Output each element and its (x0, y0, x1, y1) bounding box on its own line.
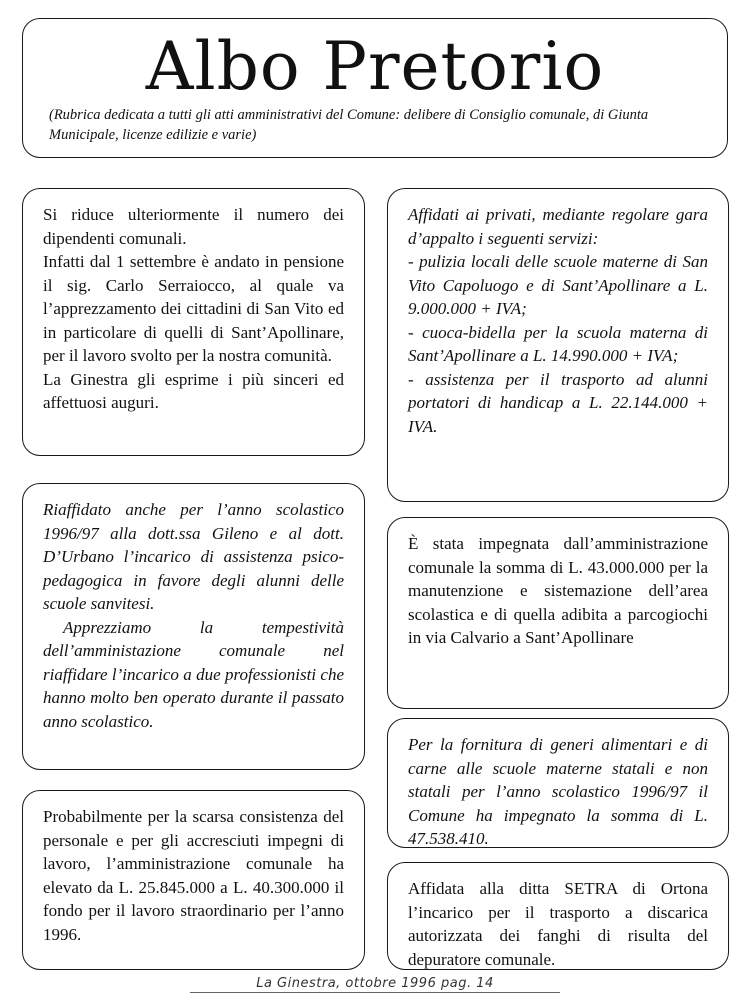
article-setra (387, 862, 729, 970)
article-paragraph: La Ginestra gli esprime i più sinceri ed affettuosi auguri. (43, 369, 344, 412)
article-paragraph: Affidata alla ditta SETRA di Ortona l’incarico per il trasporto a discarica autorizzata dei fanghi di risulta del depuratore comunale. (408, 879, 708, 969)
list-item: - assistenza per il trasporto ad alunni portatori di handicap a L. 22.144.000 + IVA. (408, 369, 708, 436)
article-paragraph: Affidati ai privati, mediante regolare gara d’appalto i seguenti servizi: (408, 205, 708, 248)
article-paragraph: Per la fornitura di generi alimentari e di carne alle scuole materne statali e non statali per l’anno scolastico 1996/97 il Comune ha impegnato la somma di L. 47.538.410. (408, 735, 708, 848)
article-paragraph: Apprezziamo la tempestività dell’amministazione comunale nel riaffidare l’incarico a due professionisti che hanno molto ben operato durante il passato anno scolastico. (43, 617, 344, 731)
article-straordinario (22, 790, 365, 970)
article-dipendenti (22, 188, 365, 456)
article-impegnata (387, 517, 729, 709)
article-paragraph: Si riduce ulteriormente il numero dei dipendenti comunali. (43, 205, 344, 248)
footer-rule (190, 992, 560, 993)
article-affidati (387, 188, 729, 502)
list-item: - pulizia locali delle scuole materne di San Vito Capoluogo e di Sant’Apollinare a L. 9.000.000 + IVA; (408, 252, 708, 318)
header-box (22, 18, 728, 158)
list-item: - cuoca-bidella per la scuola materna di Sant’Apollinare a L. 14.990.000 + IVA; (408, 322, 708, 365)
article-paragraph: Infatti dal 1 settembre è andato in pensione il sig. Carlo Serraiocco, al quale va l’apprezzamento dei cittadini di San Vito ed in particolare di quelli di Sant’Apollinare, per il lavoro svolto per la nostra comunità. (43, 252, 344, 365)
article-fornitura (387, 718, 729, 848)
article-paragraph: Probabilmente per la scarsa consistenza del personale e per gli accresciuti impegni di lavoro, l’amministrazione comunale ha elevato da L. 25.845.000 a L. 40.300.000 il fondo per il lavoro straordinario per l’anno 1996. (43, 807, 344, 944)
page-title: Albo Pretorio (145, 28, 605, 105)
article-paragraph: Riaffidato anche per l’anno scolastico 1996/97 alla dott.ssa Gileno e al dott. D’Urbano l’incarico di assistenza psico-pedagogica in favore degli alunni delle scuole sanvitesi. (43, 500, 344, 613)
article-riaffidato (22, 483, 365, 770)
page-subtitle: (Rubrica dedicata a tutti gli atti amministrativi del Comune: delibere di Consiglio comunale, di Giunta Municipale, licenze edilizie e varie) (49, 107, 649, 143)
page-footer: La Ginestra, ottobre 1996 pag. 14 (256, 976, 494, 991)
article-paragraph: È stata impegnata dall’amministrazione comunale la somma di L. 43.000.000 per la manutenzione e sistemazione dell’area scolastica e di quella adibita a parcogiochi in via Calvario a Sant’Apollinare (408, 534, 708, 647)
